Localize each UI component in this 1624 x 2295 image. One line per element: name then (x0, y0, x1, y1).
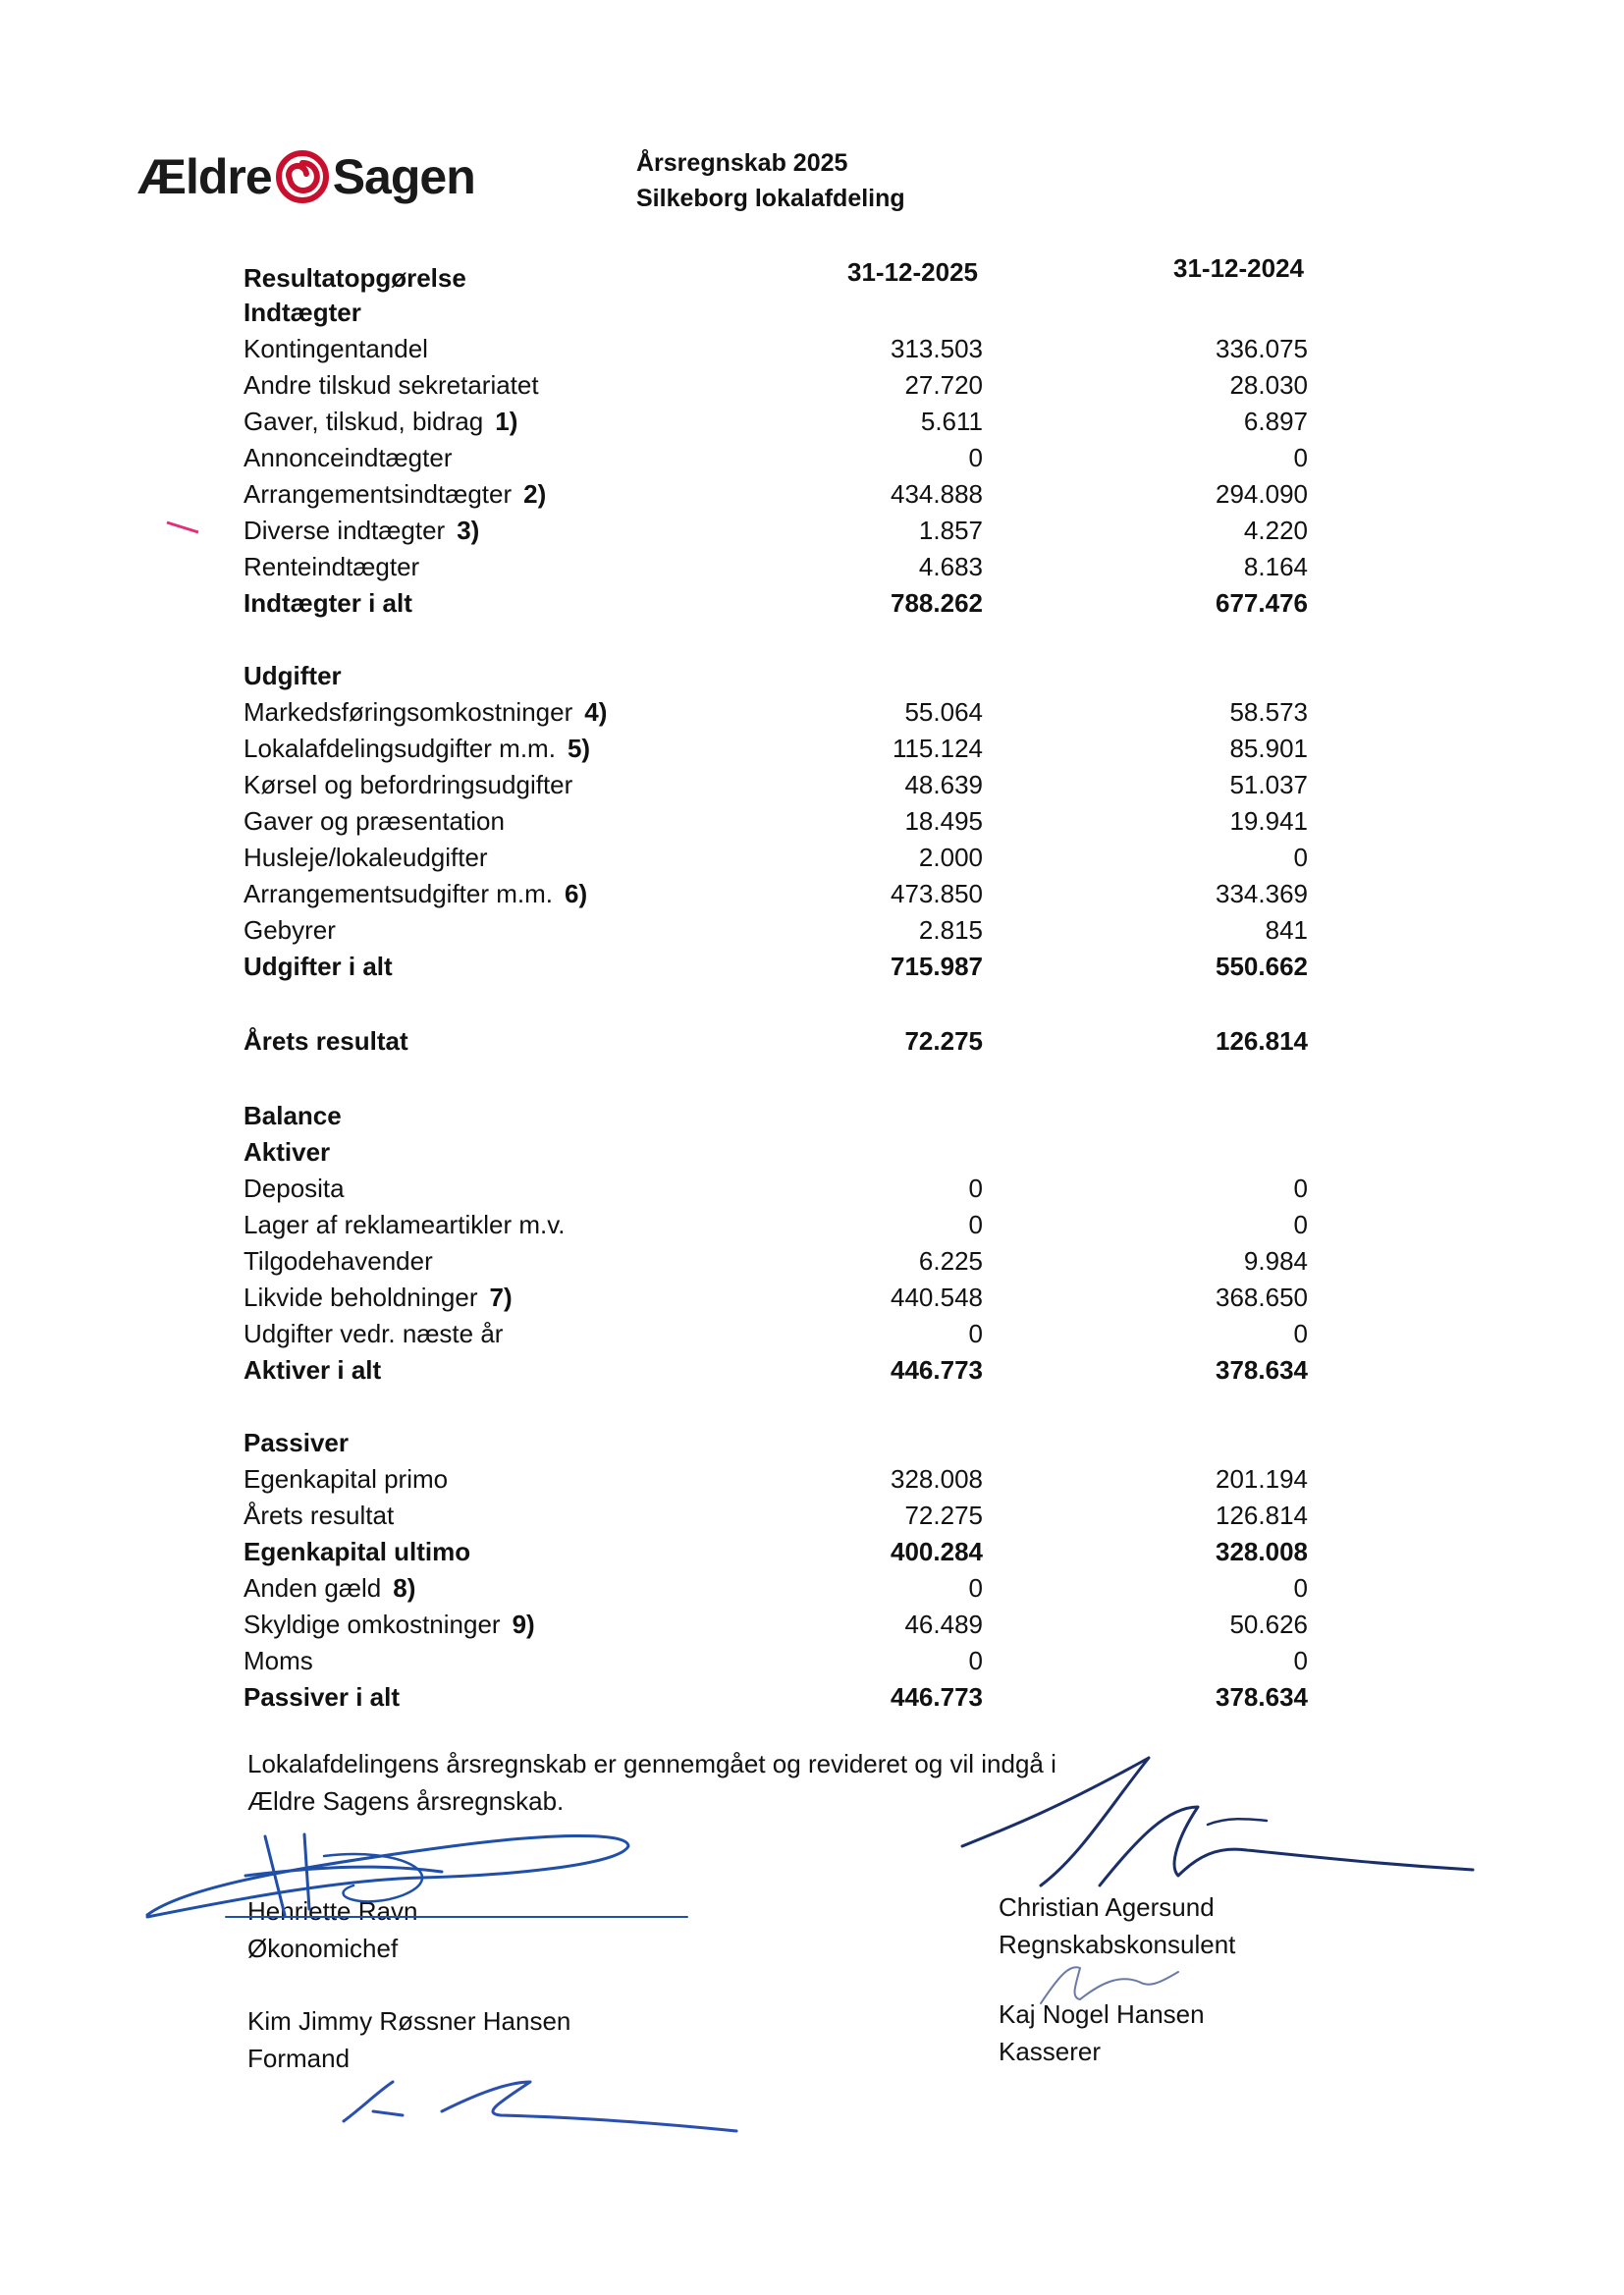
table-row (244, 879, 1314, 915)
value-2024: 0 (1293, 1646, 1308, 1675)
signature-kaj-nogel-hansen (1021, 1954, 1198, 2013)
row-label-group (244, 407, 517, 437)
table-row (244, 806, 1314, 843)
table-row (244, 1065, 1314, 1101)
row-label: Balance (244, 1101, 342, 1130)
table-row (244, 1319, 1314, 1355)
row-label-group (244, 516, 479, 546)
value-2024: 334.369 (1216, 879, 1308, 908)
value-2025: 0 (968, 1646, 983, 1675)
table-row (244, 1101, 1314, 1137)
table-row (244, 1428, 1314, 1464)
row-note-ref: 1) (495, 407, 518, 436)
row-label: Aktiver i alt (244, 1355, 382, 1385)
table-row (244, 1283, 1314, 1319)
value-2025: 4.683 (918, 552, 983, 581)
table-row (244, 1646, 1314, 1682)
table-row (244, 661, 1314, 697)
value-2025: 0 (968, 1210, 983, 1239)
value-2024: 328.008 (1216, 1537, 1308, 1566)
row-label: Tilgodehavender (244, 1246, 433, 1276)
row-note-ref: 6) (565, 879, 588, 908)
table-row (244, 298, 1314, 334)
value-2024: 51.037 (1229, 770, 1308, 799)
row-label: Aktiver (244, 1137, 331, 1167)
value-2024: 58.573 (1229, 697, 1308, 727)
row-label: Udgifter i alt (244, 952, 393, 981)
value-2024: 368.650 (1216, 1283, 1308, 1312)
table-row (244, 988, 1314, 1024)
row-label: Likvide beholdninger (244, 1283, 478, 1312)
statement-heading: Resultatopgørelse (244, 263, 466, 293)
row-label: Annonceindtægter (244, 443, 453, 472)
table-row (244, 1501, 1314, 1537)
value-2025: 473.850 (891, 879, 983, 908)
value-2024: 8.164 (1243, 552, 1308, 581)
column-header-2025: 31-12-2025 (847, 257, 978, 287)
signatory-4-name: Kaj Nogel Hansen (999, 1999, 1205, 2029)
logo-spiral-icon (276, 150, 329, 203)
row-label-group (244, 1610, 535, 1640)
row-label: Passiver (244, 1428, 349, 1457)
value-2024: 841 (1265, 915, 1308, 945)
table-row (244, 1682, 1314, 1719)
signatory-2-title: Regnskabskonsulent (999, 1930, 1236, 1959)
row-note-ref: 2) (523, 479, 547, 509)
row-label-group (244, 1283, 513, 1313)
row-label-group (244, 697, 607, 728)
row-label-group (244, 1573, 415, 1604)
signatory-1-name: Henriette Ravn (247, 1896, 418, 1926)
value-2025: 0 (968, 1319, 983, 1348)
value-2025: 0 (968, 443, 983, 472)
row-note-ref: 5) (567, 734, 591, 763)
value-2025: 27.720 (904, 370, 983, 400)
logo-text-left: Ældre (137, 149, 272, 204)
table-row (244, 552, 1314, 588)
row-label: Passiver i alt (244, 1682, 400, 1712)
value-2024: 550.662 (1216, 952, 1308, 981)
row-label-group (244, 479, 546, 510)
value-2025: 18.495 (904, 806, 983, 836)
row-label: Kontingentandel (244, 334, 428, 363)
audit-statement-line-1: Lokalafdelingens årsregnskab er gennemgået og revideret og vil indgå i (247, 1749, 1056, 1778)
signatory-2-name: Christian Agersund (999, 1892, 1215, 1922)
row-label: Indtægter (244, 298, 361, 327)
row-note-ref: 8) (393, 1573, 416, 1603)
row-label: Gaver og præsentation (244, 806, 505, 836)
row-label: Andre tilskud sekretariatet (244, 370, 539, 400)
table-row (244, 1246, 1314, 1283)
table-row (244, 770, 1314, 806)
margin-pen-mark (165, 519, 200, 536)
table-row (244, 443, 1314, 479)
row-label: Deposita (244, 1174, 345, 1203)
row-note-ref: 3) (457, 516, 480, 545)
row-label: Indtægter i alt (244, 588, 412, 618)
row-label: Udgifter vedr. næste år (244, 1319, 504, 1348)
signature-henriette-ravn (128, 1807, 697, 1935)
row-label: Kørsel og befordringsudgifter (244, 770, 573, 799)
value-2025: 48.639 (904, 770, 983, 799)
value-2024: 19.941 (1229, 806, 1308, 836)
value-2024: 336.075 (1216, 334, 1308, 363)
table-row (244, 516, 1314, 552)
row-label: Arrangementsudgifter m.m. (244, 879, 554, 908)
value-2024: 9.984 (1243, 1246, 1308, 1276)
table-row (244, 952, 1314, 988)
value-2024: 677.476 (1216, 588, 1308, 618)
table-row (244, 334, 1314, 370)
row-label-group (244, 734, 590, 764)
value-2025: 2.000 (918, 843, 983, 872)
signatory-4-title: Kasserer (999, 2037, 1102, 2066)
table-row (244, 479, 1314, 516)
table-row (244, 1573, 1314, 1610)
signature-christian-agersund (952, 1748, 1483, 1895)
value-2024: 0 (1293, 1210, 1308, 1239)
value-2024: 0 (1293, 443, 1308, 472)
value-2025: 115.124 (892, 734, 983, 763)
table-row (244, 588, 1314, 625)
value-2025: 5.611 (920, 407, 983, 436)
value-2025: 788.262 (891, 588, 983, 618)
value-2025: 1.857 (918, 516, 983, 545)
table-row (244, 1537, 1314, 1573)
value-2024: 126.814 (1216, 1026, 1308, 1056)
value-2025: 400.284 (891, 1537, 983, 1566)
value-2024: 6.897 (1243, 407, 1308, 436)
value-2025: 446.773 (891, 1682, 983, 1712)
table-row (244, 734, 1314, 770)
value-2024: 0 (1293, 843, 1308, 872)
value-2024: 0 (1293, 1319, 1308, 1348)
row-note-ref: 9) (512, 1610, 535, 1639)
row-label: Årets resultat (244, 1026, 408, 1056)
value-2024: 4.220 (1243, 516, 1308, 545)
table-row (244, 843, 1314, 879)
table-row (244, 697, 1314, 734)
value-2025: 328.008 (891, 1464, 983, 1494)
value-2024: 0 (1293, 1573, 1308, 1603)
table-row (244, 1610, 1314, 1646)
row-label: Diverse indtægter (244, 516, 446, 545)
row-note-ref: 4) (584, 697, 608, 727)
value-2024: 294.090 (1216, 479, 1308, 509)
row-label: Gaver, tilskud, bidrag (244, 407, 484, 436)
logo-text-right: Sagen (332, 149, 475, 204)
document-title: Årsregnskab 2025 (636, 149, 848, 177)
value-2024: 85.901 (1229, 734, 1308, 763)
value-2025: 434.888 (891, 479, 983, 509)
value-2024: 50.626 (1229, 1610, 1308, 1639)
value-2025: 55.064 (904, 697, 983, 727)
row-label: Egenkapital ultimo (244, 1537, 471, 1566)
row-label: Moms (244, 1646, 313, 1675)
table-row (244, 1464, 1314, 1501)
row-label: Anden gæld (244, 1573, 382, 1603)
value-2025: 46.489 (904, 1610, 983, 1639)
signature-kim-jimmy-rossner-hansen (334, 2052, 746, 2141)
row-label: Lager af reklameartikler m.v. (244, 1210, 566, 1239)
row-label: Husleje/lokaleudgifter (244, 843, 488, 872)
value-2025: 0 (968, 1573, 983, 1603)
table-row (244, 1210, 1314, 1246)
row-label: Egenkapital primo (244, 1464, 449, 1494)
document-subtitle: Silkeborg lokalafdeling (636, 185, 905, 212)
row-label-group (244, 879, 587, 909)
row-label: Renteindtægter (244, 552, 420, 581)
signatory-1-title: Økonomichef (247, 1934, 399, 1963)
value-2024: 378.634 (1216, 1355, 1308, 1385)
table-row (244, 1174, 1314, 1210)
column-header-2024: 31-12-2024 (1173, 253, 1304, 283)
row-label: Skyldige omkostninger (244, 1610, 501, 1639)
signatory-3-name: Kim Jimmy Røssner Hansen (247, 2006, 571, 2036)
row-label: Årets resultat (244, 1501, 395, 1530)
value-2024: 28.030 (1229, 370, 1308, 400)
value-2025: 715.987 (891, 952, 983, 981)
value-2025: 2.815 (918, 915, 983, 945)
table-row (244, 1392, 1314, 1428)
value-2025: 440.548 (891, 1283, 983, 1312)
row-note-ref: 7) (489, 1283, 513, 1312)
audit-statement-line-2: Ældre Sagens årsregnskab. (247, 1786, 565, 1816)
table-row (244, 915, 1314, 952)
value-2024: 0 (1293, 1174, 1308, 1203)
signatory-3-title: Formand (247, 2044, 351, 2073)
value-2025: 446.773 (891, 1355, 983, 1385)
row-label: Markedsføringsomkostninger (244, 697, 573, 727)
value-2024: 378.634 (1216, 1682, 1308, 1712)
row-label: Udgifter (244, 661, 342, 690)
row-label: Arrangementsindtægter (244, 479, 513, 509)
value-2025: 72.275 (904, 1026, 983, 1056)
aeldre-sagen-logo (137, 142, 475, 211)
row-label: Gebyrer (244, 915, 336, 945)
value-2024: 201.194 (1216, 1464, 1308, 1494)
row-label: Lokalafdelingsudgifter m.m. (244, 734, 556, 763)
table-row (244, 1026, 1314, 1063)
value-2024: 126.814 (1216, 1501, 1308, 1530)
value-2025: 313.503 (891, 334, 983, 363)
table-row (244, 407, 1314, 443)
value-2025: 6.225 (918, 1246, 983, 1276)
value-2025: 72.275 (904, 1501, 983, 1530)
table-row (244, 1355, 1314, 1392)
value-2025: 0 (968, 1174, 983, 1203)
table-row (244, 1137, 1314, 1174)
table-row (244, 625, 1314, 661)
table-row (244, 370, 1314, 407)
